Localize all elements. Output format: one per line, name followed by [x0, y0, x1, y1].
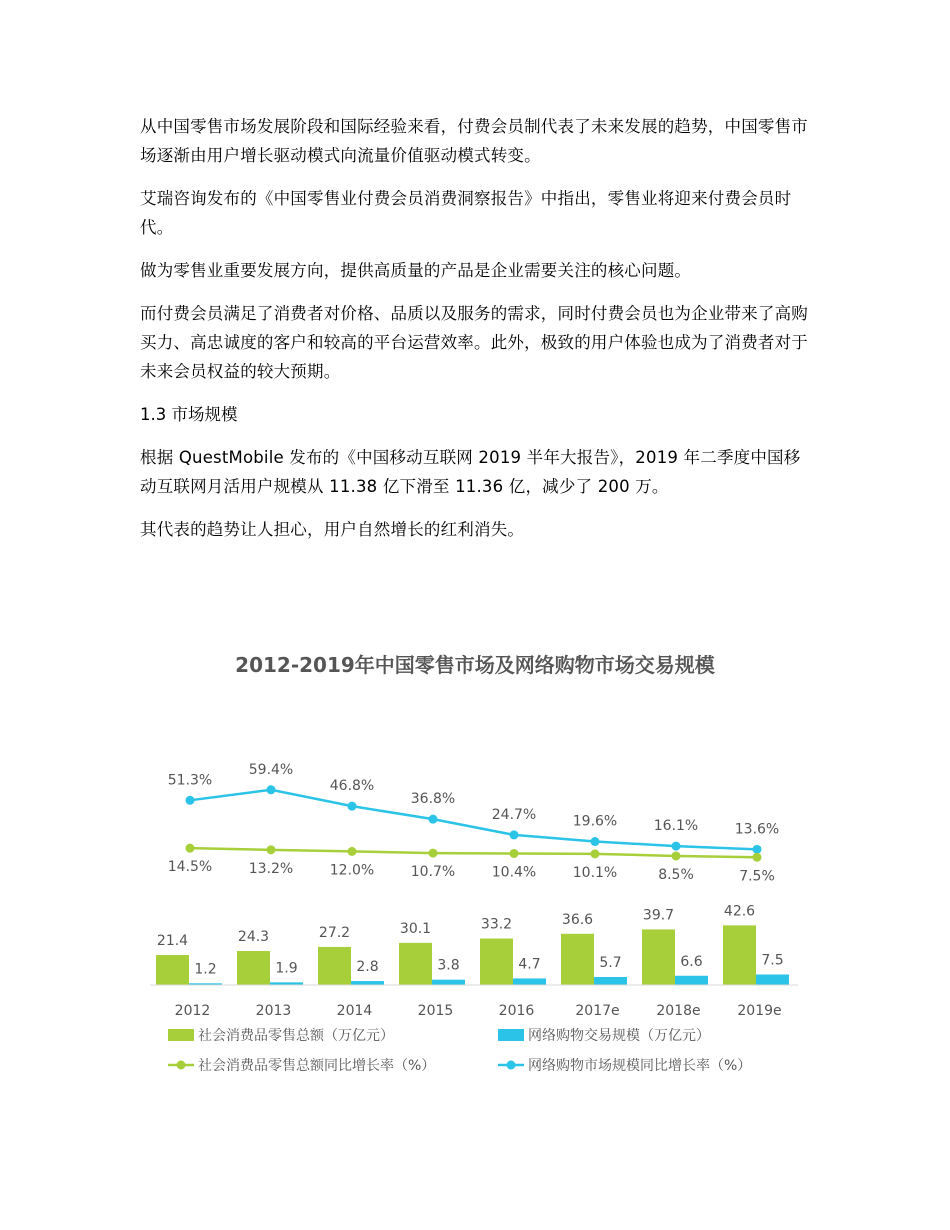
point-retail-growth [672, 851, 681, 860]
document-body [140, 112, 812, 558]
point-label: 46.8% [329, 778, 375, 795]
lines-layer [168, 762, 779, 884]
bar-retail-total [480, 939, 513, 985]
point-retail-growth [753, 853, 762, 862]
bar-label: 33.2 [480, 916, 513, 933]
bar-retail-total [561, 934, 594, 985]
x-tick-label: 2018e [656, 1003, 701, 1019]
bar-label: 2.8 [356, 959, 379, 976]
point-label: 8.5% [658, 866, 694, 883]
bar-label: 5.7 [599, 955, 622, 972]
legend-label: 社会消费品零售总额同比增长率（%） [198, 1058, 436, 1074]
legend-label: 社会消费品零售总额（万亿元） [198, 1028, 394, 1044]
legend-label: 网络购物交易规模（万亿元） [528, 1028, 710, 1044]
legend-label: 网络购物市场规模同比增长率（%） [528, 1058, 752, 1074]
point-online-growth [429, 815, 438, 824]
x-tick-label: 2013 [255, 1003, 292, 1019]
point-online-growth [267, 785, 276, 794]
bar-online-shopping [432, 980, 465, 985]
point-retail-growth [348, 847, 357, 856]
point-label: 16.1% [653, 818, 699, 835]
point-label: 14.5% [167, 859, 213, 876]
bar-label: 4.7 [518, 956, 541, 973]
x-tick-label: 2017e [575, 1003, 620, 1019]
point-label: 12.0% [329, 862, 375, 879]
point-online-growth [348, 802, 357, 811]
point-retail-growth [267, 845, 276, 854]
bar-retail-total [723, 925, 756, 985]
paragraph: 其代表的趋势让人担心，用户自然增长的红利消失。 [140, 520, 525, 539]
bar-retail-total [399, 943, 432, 985]
section-heading: 1.3 市场规模 [140, 405, 238, 424]
bar-online-shopping [675, 976, 708, 985]
point-online-growth [672, 842, 681, 851]
legend-bar-swatch [498, 1029, 524, 1041]
paragraph: 根据 QuestMobile 发布的《中国移动互联网 2019 半年大报告》，2019 年二季度中国移动互联网月活用户规模从 11.38 亿下滑至 11.36 亿，减少了 200 万。 [140, 448, 801, 496]
point-label: 19.6% [572, 813, 618, 830]
point-label: 59.4% [248, 761, 294, 778]
bar-label: 3.8 [437, 957, 460, 974]
point-label: 13.2% [248, 860, 294, 877]
bars-layer [156, 903, 789, 985]
point-retail-growth [591, 849, 600, 858]
bar-retail-total [318, 947, 351, 985]
bar-label: 39.7 [642, 907, 675, 924]
x-tick-label: 2015 [417, 1003, 454, 1019]
point-label: 51.3% [167, 772, 213, 789]
point-online-growth [510, 830, 519, 839]
x-tick-label: 2012 [174, 1003, 211, 1019]
legend-bar-swatch [168, 1029, 194, 1041]
point-label: 10.4% [491, 864, 537, 881]
point-label: 36.8% [410, 791, 456, 808]
bar-online-shopping [756, 975, 789, 986]
x-tick-label: 2019e [737, 1003, 782, 1019]
paragraph: 而付费会员满足了消费者对价格、品质以及服务的需求，同时付费会员也为企业带来了高购买力、高忠诚度的客户和较高的平台运营效率。此外，极致的用户体验也成为了消费者对于未来会员权益的较大预期。 [140, 304, 808, 381]
bar-label: 1.2 [194, 961, 217, 978]
bar-label: 42.6 [723, 903, 756, 920]
point-label: 7.5% [739, 868, 775, 885]
point-label: 10.1% [572, 864, 618, 881]
legend-point-swatch [507, 1061, 516, 1070]
point-label: 24.7% [491, 806, 537, 823]
bar-label: 1.9 [275, 960, 298, 977]
point-label: 13.6% [734, 821, 780, 838]
paragraph: 从中国零售市场发展阶段和国际经验来看，付费会员制代表了未来发展的趋势，中国零售市场逐渐由用户增长驱动模式向流量价值驱动模式转变。 [140, 117, 808, 165]
bar-online-shopping [594, 977, 627, 985]
point-online-growth [753, 845, 762, 854]
point-online-growth [591, 837, 600, 846]
x-tick-label: 2014 [336, 1003, 373, 1019]
point-retail-growth [429, 849, 438, 858]
bar-online-shopping [351, 981, 384, 985]
bar-retail-total [237, 951, 270, 985]
bar-label: 21.4 [156, 933, 189, 950]
paragraph: 做为零售业重要发展方向，提供高质量的产品是企业需要关注的核心问题。 [140, 261, 692, 280]
chart-title: 2012-2019年中国零售市场及网络购物市场交易规模 [235, 653, 715, 677]
bar-label: 7.5 [761, 952, 784, 969]
x-axis [150, 985, 798, 1019]
bar-retail-total [156, 955, 189, 985]
bar-label: 27.2 [318, 924, 351, 941]
bar-label: 36.6 [561, 911, 594, 928]
bar-label: 24.3 [237, 928, 270, 945]
bar-online-shopping [513, 978, 546, 985]
point-online-growth [186, 796, 195, 805]
x-tick-label: 2016 [498, 1003, 535, 1019]
bar-label: 30.1 [399, 920, 432, 937]
legend [168, 1027, 751, 1074]
bar-label: 6.6 [680, 953, 703, 970]
point-retail-growth [186, 844, 195, 853]
chart-svg [140, 640, 810, 1090]
chart-container [140, 640, 810, 1090]
legend-point-swatch [177, 1061, 186, 1070]
paragraph: 艾瑞咨询发布的《中国零售业付费会员消费洞察报告》中指出，零售业将迎来付费会员时代。 [140, 189, 792, 237]
bar-retail-total [642, 929, 675, 985]
point-retail-growth [510, 849, 519, 858]
point-label: 10.7% [410, 864, 456, 881]
